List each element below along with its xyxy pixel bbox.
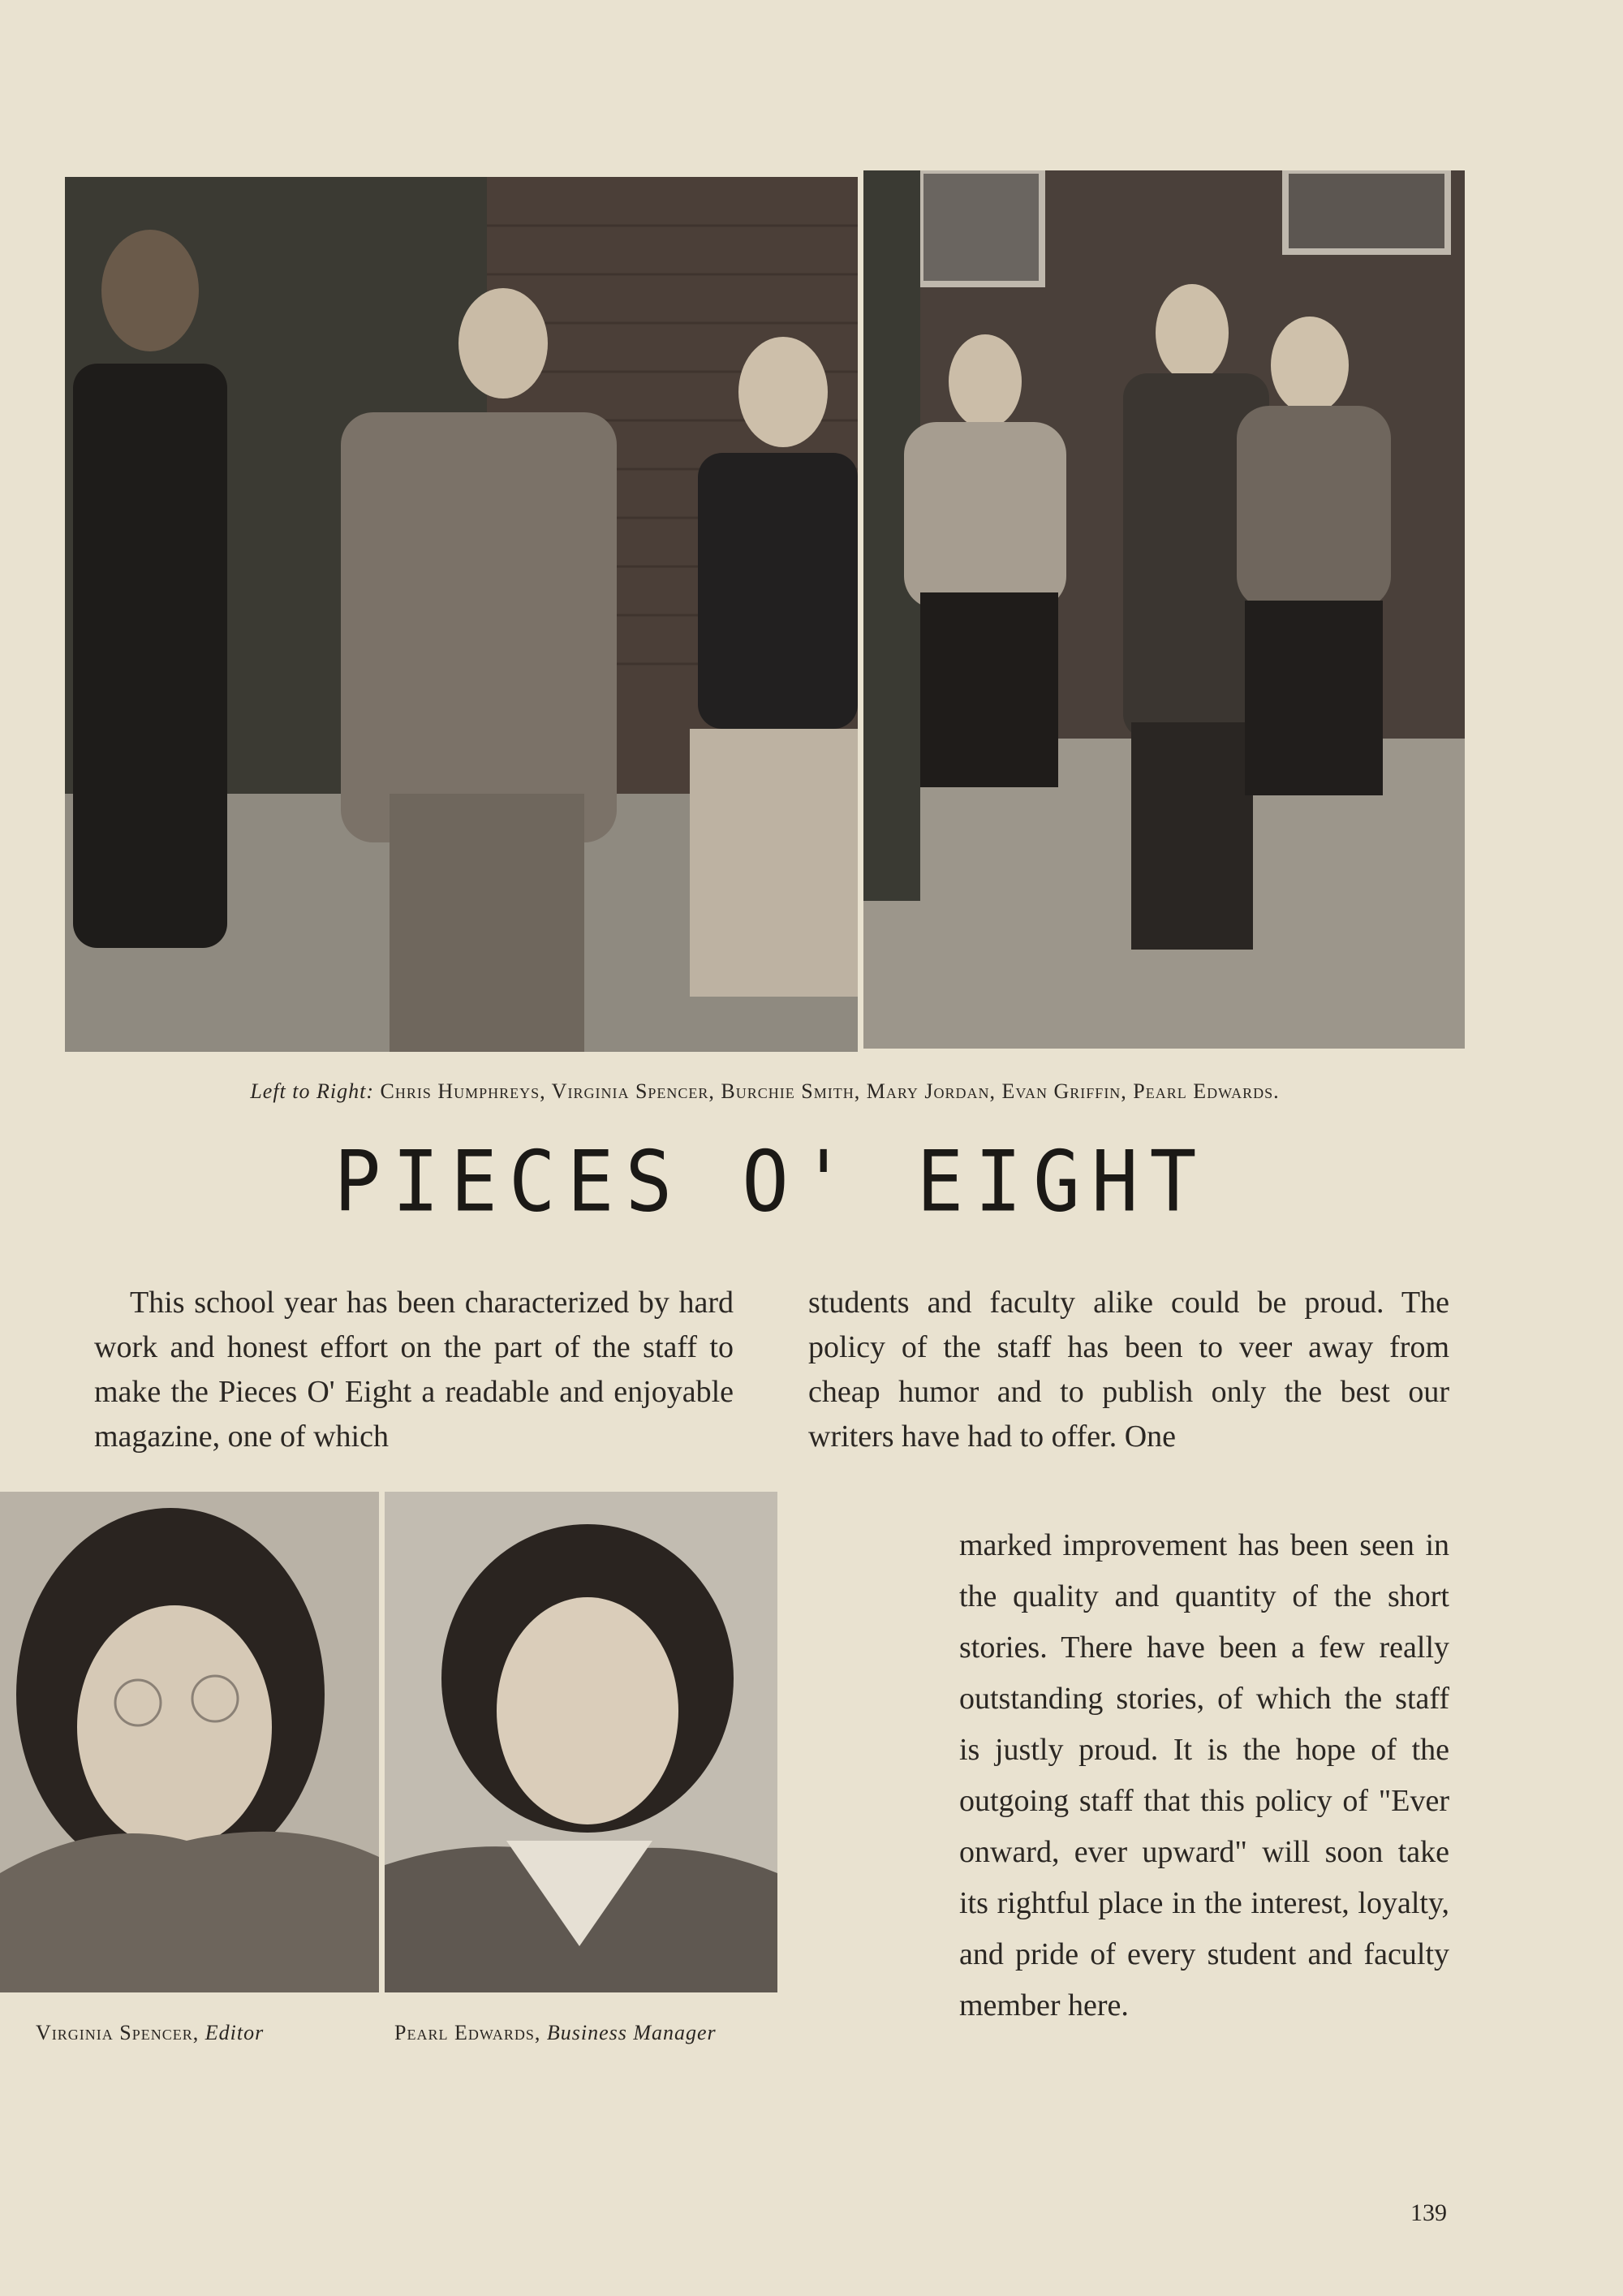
group-photo-right-image bbox=[863, 170, 1465, 1049]
portrait-role: Editor bbox=[204, 2021, 265, 2044]
group-photo-right bbox=[863, 170, 1465, 1049]
portrait-caption-editor bbox=[36, 2021, 264, 2045]
portrait-role: Business Manager bbox=[546, 2021, 717, 2044]
caption-lead: Left to Right: bbox=[250, 1079, 374, 1103]
body-column-2: students and faculty alike could be proud. The policy of the staff has been to veer away from cheap humor and to publish only the best our writers have had to offer. One bbox=[808, 1286, 1449, 1454]
page-number: 139 bbox=[1410, 2199, 1447, 2226]
portrait-business-manager bbox=[385, 1492, 777, 1992]
group-photo-caption bbox=[65, 1079, 1465, 1104]
page-title: PIECES O' EIGHT bbox=[334, 1132, 1208, 1231]
portrait-editor bbox=[0, 1492, 379, 1992]
group-photo-left bbox=[65, 177, 858, 1052]
body-column-1: This school year has been characterized by hard work and honest effort on the part of the staff to make the Pieces O' Eight a readable and enjoyable magazine, one of which bbox=[94, 1286, 734, 1454]
portrait-caption-business-manager bbox=[394, 2021, 717, 2045]
group-photo-left-image bbox=[65, 177, 858, 1052]
portrait-business-manager-image bbox=[385, 1492, 777, 1992]
body-column-3: marked improvement has been seen in the quality and quantity of the short stories. There have been a few really outstanding stories, of which the staff is justly proud. It is the hope of the outgoing staff that this policy of "Ever onward, ever upward" will soon take its rightful place in the interest, loyalty, and pride of every student and faculty member here. bbox=[959, 1528, 1449, 2022]
portrait-editor-image bbox=[0, 1492, 379, 1992]
portrait-name: Virginia Spencer, bbox=[36, 2021, 200, 2044]
caption-names: Chris Humphreys, Virginia Spencer, Burchie Smith, Mary Jordan, Evan Griffin, Pearl Edwards. bbox=[380, 1079, 1280, 1103]
portrait-name: Pearl Edwards, bbox=[394, 2021, 541, 2044]
